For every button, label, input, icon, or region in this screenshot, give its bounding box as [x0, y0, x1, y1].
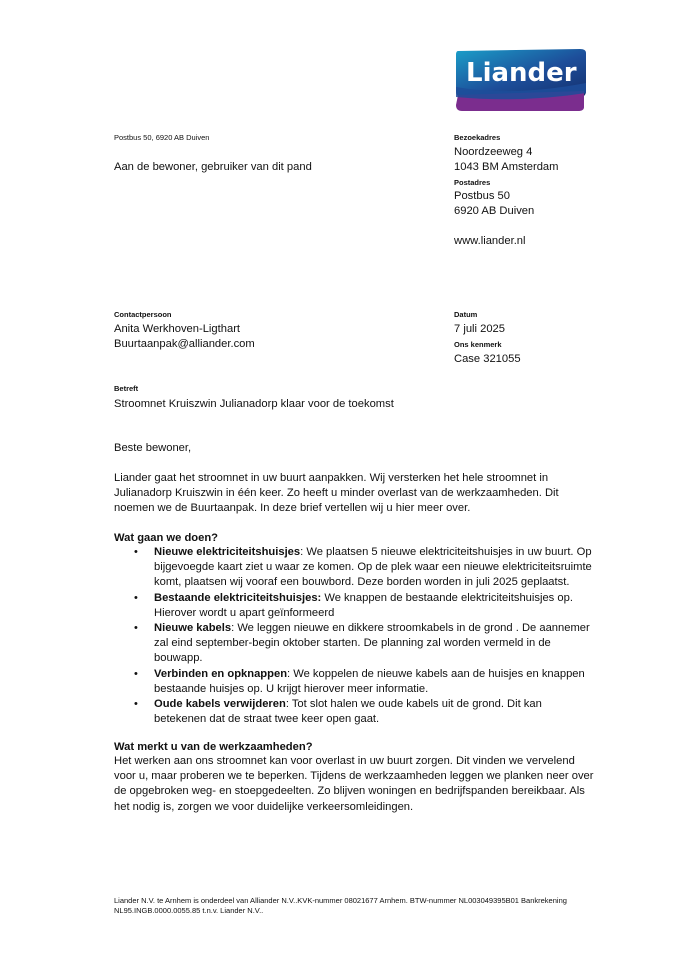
footer-line: Liander N.V. te Arnhem is onderdeel van Alliander N.V..KVK-nummer 08021677 Arnhem. BTW-nummer NL003049395B01 Bankrekening	[114, 896, 567, 905]
impact-line: het nodig is, zorgen we voor duidelijke verkeersomleidingen.	[114, 800, 414, 813]
item-text: bestaande huisjes op. U krijgt hierover meer informatie.	[154, 682, 429, 695]
date-label: Datum	[454, 310, 478, 319]
intro-line: Julianadorp Kruiszwin in één keer. Zo heeft u minder overlast van de werkzaamheden. Dit	[114, 487, 559, 500]
website-link[interactable]: www.liander.nl	[454, 235, 526, 247]
item-text: : We leggen nieuwe en dikkere stroomkabels in de grond . De aannemer	[231, 622, 590, 635]
item-text: zal eind september-begin oktober starten. De planning zal worden vermeld in de	[154, 637, 551, 650]
list-item	[114, 545, 614, 591]
item-text: komt, plaatsen wij vooraf een bouwbord. Deze borden worden in juli 2025 geplaatst.	[154, 576, 570, 589]
reference-label: Ons kenmerk	[454, 340, 502, 349]
subject-label: Betreft	[114, 384, 139, 393]
post-address-line2: 6920 AB Duiven	[454, 205, 535, 217]
item-text: Hierover wordt u apart geïnformeerd	[154, 606, 335, 619]
item-text: : Tot slot halen we oude kabels uit de grond. Dit kan	[285, 698, 542, 711]
item-title: Nieuwe kabels	[154, 622, 232, 635]
impact-line: voor u, maar proberen we te beperken. Tijdens de werkzaamheden leggen we planken neer over	[114, 770, 594, 783]
post-address-line1: Postbus 50	[454, 190, 510, 202]
contact-label: Contactpersoon	[114, 310, 172, 319]
item-title: Bestaande elektriciteitshuisjes:	[154, 591, 322, 604]
list-item	[114, 621, 614, 667]
section-heading-impact: Wat merkt u van de werkzaamheden?	[114, 741, 313, 753]
intro-line: Liander gaat het stroomnet in uw buurt aanpakken. Wij versterken het hele stroomnet in	[114, 472, 549, 484]
list-item	[114, 591, 614, 621]
task-list	[114, 545, 614, 727]
subject-value: Stroomnet Kruiszwin Julianadorp klaar voor de toekomst	[114, 398, 394, 410]
impact-paragraph	[114, 754, 614, 815]
logo-text: Liander	[466, 58, 577, 88]
footer	[114, 896, 594, 916]
item-title: Nieuwe elektriciteitshuisjes	[154, 546, 301, 558]
bullet-icon: •	[134, 622, 138, 635]
date-value: 7 juli 2025	[454, 323, 506, 335]
item-text: bouwapp.	[154, 652, 203, 665]
item-text: We knappen de bestaande elektriciteitshuisjes op.	[321, 591, 573, 604]
bullet-icon: •	[134, 546, 138, 558]
list-item	[114, 697, 614, 727]
item-title: Oude kabels verwijderen	[154, 698, 286, 711]
footer-line: NL95.INGB.0000.0055.85 t.n.v. Liander N.V..	[114, 906, 264, 915]
reference-value: Case 321055	[454, 353, 521, 365]
item-title: Verbinden en opknappen	[154, 667, 288, 680]
impact-line: Het werken aan ons stroomnet kan voor overlast in uw buurt zorgen. Dit vinden we vervelend	[114, 755, 575, 767]
impact-line: de opgebroken weg- en stoepgedeelten. Zo blijven woningen en bedrijfspanden bereikbaar. Als	[114, 785, 585, 798]
item-text: : We plaatsen 5 nieuwe elektriciteitshuisjes in uw buurt. Op	[300, 546, 592, 558]
addressee: Aan de bewoner, gebruiker van dit pand	[114, 161, 312, 173]
visit-address-label: Bezoekadres	[454, 133, 501, 142]
item-text: bijgevoegde kaart ziet u waar ze komen. Op de plek waar een nieuwe elektriciteitsruimte	[154, 561, 592, 574]
visit-address-line2: 1043 BM Amsterdam	[454, 161, 559, 173]
salutation: Beste bewoner,	[114, 442, 192, 454]
intro-paragraph	[114, 471, 594, 517]
bullet-icon: •	[134, 667, 138, 680]
liander-logo	[452, 47, 589, 112]
item-text: betekenen dat de straat twee keer open gaat.	[154, 713, 380, 726]
sender-return-address: Postbus 50, 6920 AB Duiven	[114, 133, 210, 142]
contact-name: Anita Werkhoven-Ligthart	[114, 323, 241, 335]
bullet-icon: •	[134, 698, 138, 711]
intro-line: noemen we de Buurtaanpak. In deze brief vertellen wij u hier meer over.	[114, 502, 471, 515]
list-item	[114, 667, 614, 697]
item-text: : We koppelen de nieuwe kabels aan de huisjes en knappen	[287, 667, 585, 680]
post-address-label: Postadres	[454, 178, 491, 187]
contact-email[interactable]: Buurtaanpak@alliander.com	[114, 338, 255, 350]
visit-address-line1: Noordzeeweg 4	[454, 146, 533, 158]
bullet-icon: •	[134, 591, 138, 604]
section-heading-what: Wat gaan we doen?	[114, 532, 219, 544]
